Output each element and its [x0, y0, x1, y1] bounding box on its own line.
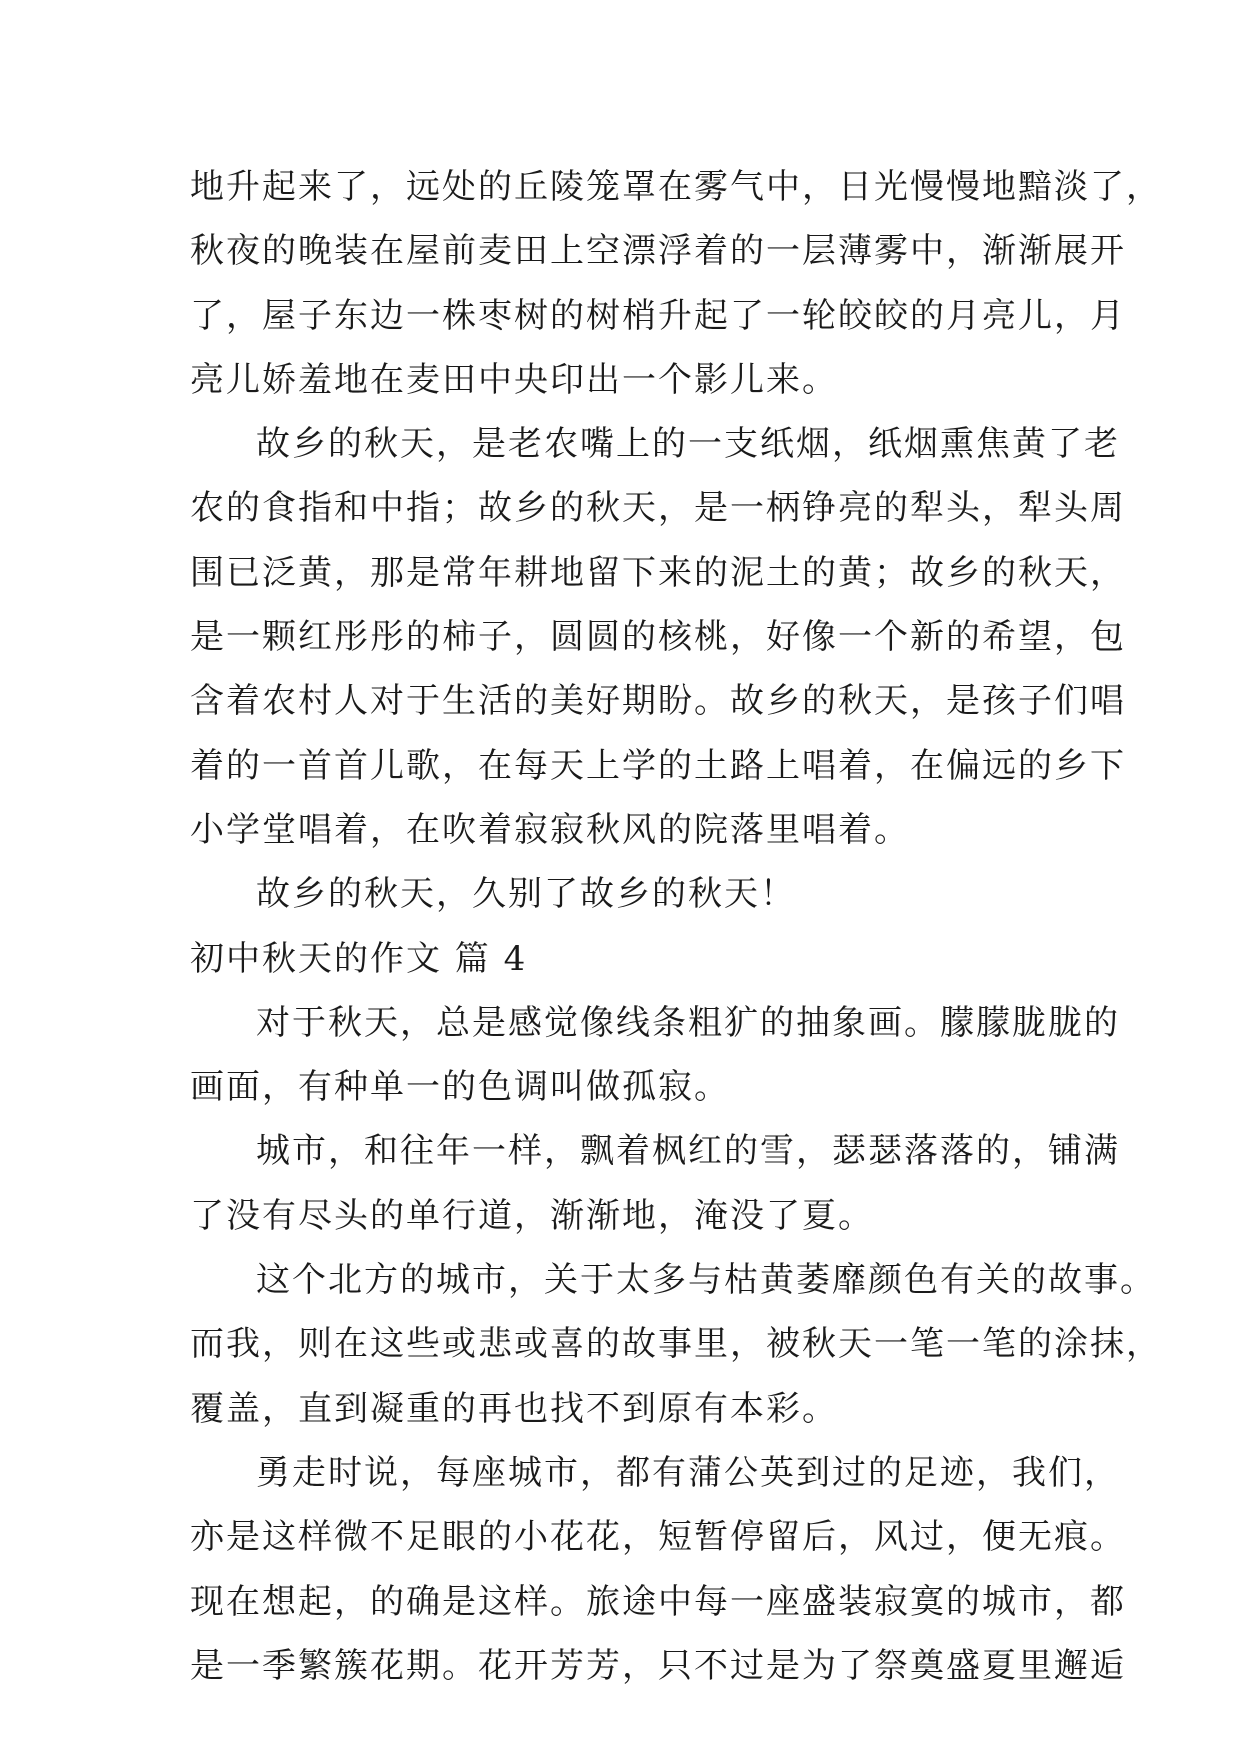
- paragraph-line: 亦是这样微不足眼的小花花，短暂停留后，风过，便无痕。: [190, 1517, 1126, 1558]
- paragraph-line: 故乡的秋天，是老农嘴上的一支纸烟，纸烟熏焦黄了老: [256, 424, 1120, 465]
- paragraph-line: 勇走时说，每座城市，都有蒲公英到过的足迹，我们，: [256, 1452, 1120, 1493]
- paragraph-line: 覆盖，直到凝重的再也找不到原有本彩。: [190, 1388, 838, 1429]
- paragraph-line: 现在想起，的确是这样。旅途中每一座盛装寂寞的城市，都: [190, 1581, 1126, 1622]
- paragraph-line: 而我，则在这些或悲或喜的故事里，被秋天一笔一笔的涂抹，: [190, 1324, 1162, 1365]
- paragraph-line: 是一颗红彤彤的柿子，圆圆的核桃，好像一个新的希望，包: [190, 617, 1126, 658]
- paragraph-line: 画面，有种单一的色调叫做孤寂。: [190, 1067, 730, 1108]
- paragraph-line: 着的一首首儿歌，在每天上学的土路上唱着，在偏远的乡下: [190, 745, 1126, 786]
- section-heading: 初中秋天的作文 篇 4: [190, 938, 528, 979]
- paragraph-line: 故乡的秋天，久别了故乡的秋天！: [256, 874, 796, 915]
- paragraph-line: 了没有尽头的单行道，渐渐地，淹没了夏。: [190, 1195, 874, 1236]
- paragraph-line: 这个北方的城市，关于太多与枯黄萎靡颜色有关的故事。: [256, 1260, 1156, 1301]
- paragraph-line: 亮儿娇羞地在麦田中央印出一个影儿来。: [190, 359, 838, 400]
- paragraph-line: 了，屋子东边一株枣树的树梢升起了一轮皎皎的月亮儿，月: [190, 295, 1126, 336]
- article-body: [190, 155, 1162, 1698]
- paragraph-line: 地升起来了，远处的丘陵笼罩在雾气中，日光慢慢地黯淡了，: [190, 167, 1162, 207]
- paragraph-line: 秋夜的晚装在屋前麦田上空漂浮着的一层薄雾中，渐渐展开: [190, 231, 1126, 272]
- paragraph-line: 围已泛黄，那是常年耕地留下来的泥土的黄；故乡的秋天，: [190, 552, 1126, 593]
- paragraph-line: 城市，和往年一样，飘着枫红的雪，瑟瑟落落的，铺满: [256, 1131, 1120, 1172]
- paragraph-line: 农的食指和中指；故乡的秋天，是一柄铮亮的犁头，犁头周: [190, 488, 1126, 529]
- paragraph-line: 对于秋天，总是感觉像线条粗犷的抽象画。朦朦胧胧的: [256, 1002, 1120, 1043]
- paragraph-line: 是一季繁簇花期。花开芳芳，只不过是为了祭奠盛夏里邂逅: [190, 1645, 1126, 1686]
- paragraph-line: 含着农村人对于生活的美好期盼。故乡的秋天，是孩子们唱: [190, 681, 1126, 722]
- paragraph-line: 小学堂唱着，在吹着寂寂秋风的院落里唱着。: [190, 809, 910, 850]
